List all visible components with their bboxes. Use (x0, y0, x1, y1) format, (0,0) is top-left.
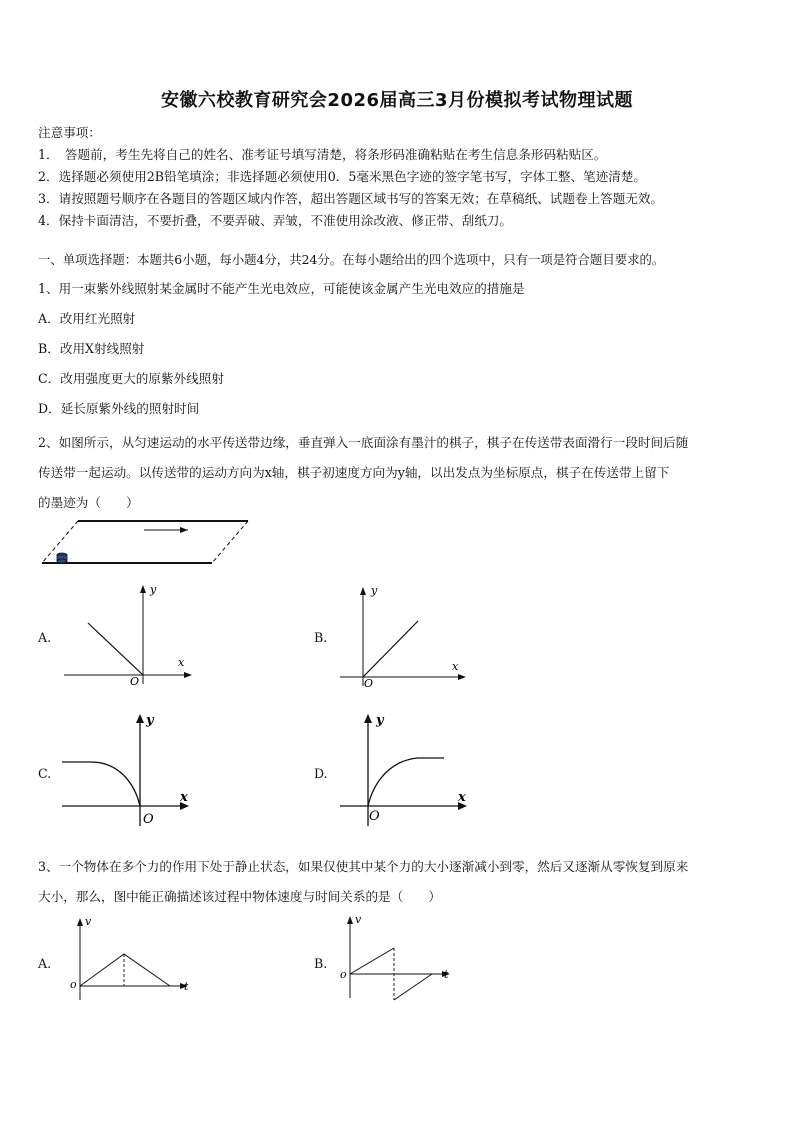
question-3-stem-line: 大小，那么，图中能正确描述该过程中物体速度与时间关系的是（ ） (38, 889, 441, 904)
question-2-stem-line: 传送带一起运动。以传送带的运动方向为x轴，棋子初速度方向为y轴，以出发点为坐标原点，棋子在传送带上留下 (38, 465, 670, 480)
y-axis-label: v (85, 915, 92, 928)
question-3-stem-line: 3、一个物体在多个力的作用下处于静止状态，如果仅使其中某个力的大小逐渐减小到零，然后又逐渐从零恢复到原来 (38, 859, 689, 874)
question-1-stem: 1、用一束紫外线照射某金属时不能产生光电效应，可能使该金属产生光电效应的措施是 (38, 281, 525, 296)
q1-option-a: A．改用红光照射 (38, 311, 136, 326)
notice-item: 1． 答题前，考生先将自己的姓名、准考证号填写清楚，将条形码准确粘贴在考生信息条形码粘贴区。 (38, 147, 607, 162)
q3-option-a-label: A. (38, 956, 52, 971)
q3-option-b-label: B. (314, 956, 328, 971)
origin-label: o (340, 968, 347, 981)
origin-label: O (364, 677, 374, 690)
x-axis-label: t (444, 968, 449, 981)
origin-label: O (130, 675, 140, 688)
y-axis-label: v (355, 913, 362, 926)
x-axis-label: x (178, 656, 185, 669)
y-axis-label: y (150, 583, 157, 596)
origin-label: o (70, 978, 77, 991)
origin-label: O (369, 809, 380, 824)
q2-option-d-graph (336, 708, 476, 832)
q2-option-c-label: C. (38, 766, 52, 781)
page-title: 安徽六校教育研究会2026届高三3月份模拟考试物理试题 (160, 90, 634, 111)
question-2-stem-line: 的墨迹为（ ） (38, 495, 139, 510)
q3-option-b-graph (336, 912, 466, 1004)
x-axis-label: x (458, 790, 466, 805)
y-axis-label: y (371, 584, 378, 597)
q1-option-c: C．改用强度更大的原紫外线照射 (38, 371, 224, 386)
question-2-stem-line: 2、如图所示，从匀速运动的水平传送带边缘，垂直弹入一底面涂有墨汁的棋子，棋子在传送带表面滑行一段时间后随 (38, 435, 689, 450)
x-axis-label: x (180, 790, 188, 805)
q3-option-a-graph (66, 914, 196, 1006)
q2-option-b-graph (336, 580, 476, 690)
notice-item: 2．选择题必须使用2B铅笔填涂；非选择题必须使用0．5毫米黑色字迹的签字笔书写，字体工整、笔迹清楚。 (38, 169, 647, 184)
q2-option-c-graph (58, 708, 198, 832)
y-axis-label: y (146, 713, 154, 728)
q2-option-d-label: D. (314, 766, 328, 781)
origin-label: O (143, 812, 154, 827)
y-axis-label: y (376, 713, 384, 728)
notice-heading: 注意事项： (38, 125, 101, 140)
notice-item: 3．请按照题号顺序在各题目的答题区域内作答，超出答题区域书写的答案无效；在草稿纸、试题卷上答题无效。 (38, 191, 664, 206)
q2-option-a-graph (60, 580, 200, 690)
q1-option-d: D．延长原紫外线的照射时间 (38, 401, 200, 416)
conveyor-belt-figure (36, 514, 256, 570)
x-axis-label: t (184, 980, 189, 993)
notice-item: 4．保持卡面清洁，不要折叠，不要弄破、弄皱，不准使用涂改液、修正带、刮纸刀。 (38, 213, 512, 228)
q2-option-b-label: B. (314, 630, 328, 645)
q2-option-a-label: A. (38, 630, 52, 645)
q1-option-b: B．改用X射线照射 (38, 341, 145, 356)
section-heading: 一、单项选择题：本题共6小题，每小题4分，共24分。在每小题给出的四个选项中，只有一项是符合题目要求的。 (38, 252, 665, 267)
x-axis-label: x (452, 660, 459, 673)
